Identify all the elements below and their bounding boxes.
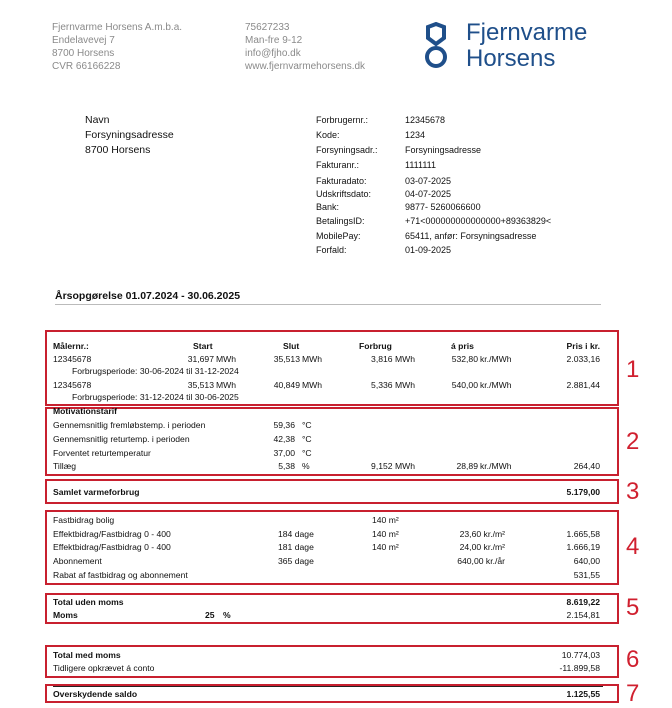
meta-label: Bank: [316, 202, 340, 212]
meter-id: 12345678 [53, 380, 92, 390]
vat-rate: 25 [205, 610, 215, 620]
col-header-start: Start [193, 341, 213, 351]
meter-usage: 5,336 MWh [371, 380, 415, 390]
meter-price-unit: kr./MWh [480, 380, 512, 390]
statement-title: Årsopgørelse 01.07.2024 - 30.06.2025 [55, 290, 241, 302]
meter-id: 12345678 [53, 354, 92, 364]
subtotal-label: Total uden moms [53, 597, 124, 607]
contact-email[interactable]: info@fjho.dk [245, 48, 301, 59]
recipient-city: 8700 Horsens [85, 144, 151, 156]
meta-label: Fakturanr.: [316, 160, 360, 170]
fixed-total: 1.666,19 [566, 542, 600, 552]
meta-label: Forbrugernr.: [316, 115, 369, 125]
fixed-qty: 184 dage [278, 529, 314, 539]
col-header-usage: Forbrug [359, 341, 392, 351]
motivation-unit: °C [302, 448, 312, 458]
prepaid-label: Tidligere opkrævet á conto [53, 663, 155, 673]
prepaid-value: -11.899,58 [559, 663, 600, 673]
motivation-label: Gennemsnitlig fremløbstemp. i perioden [53, 420, 206, 430]
motivation-value: 42,38 [273, 434, 295, 444]
meta-value: 1234 [405, 130, 426, 140]
motivation-unit: °C [302, 434, 312, 444]
fixed-area: 140 m² [372, 529, 399, 539]
logo-text-1: Fjernvarme [466, 19, 588, 46]
motivation-label: Forventet returtemperatur [53, 448, 151, 458]
title-divider [55, 304, 601, 305]
meter-period: Forbrugsperiode: 30-06-2024 til 31-12-2024 [72, 366, 239, 376]
meter-start-unit: MWh [216, 354, 237, 364]
tillaeg-label: Tillæg [53, 461, 77, 471]
motivation-unit: °C [302, 420, 312, 430]
meta-value: +71<000000000000000+89363829< [405, 216, 552, 226]
company-cvr: CVR 66166228 [52, 61, 121, 72]
meter-period: Forbrugsperiode: 31-12-2024 til 30-06-2025 [72, 392, 239, 402]
fixed-total: 1.665,58 [566, 529, 600, 539]
meter-start: 31,697 [187, 354, 214, 364]
company-street: Endelavevej 7 [52, 35, 115, 46]
meta-label: Forsyningsadr.: [316, 145, 378, 155]
meta-value: 04-07-2025 [405, 189, 452, 199]
fixed-label: Fastbidrag bolig [53, 515, 115, 525]
meta-label: Fakturadato: [316, 176, 367, 186]
tillaeg-price-unit: kr./MWh [480, 461, 512, 471]
fixed-price: 640,00 kr./år [457, 556, 505, 566]
section-number: 2 [626, 428, 640, 455]
total-value: 10.774,03 [561, 650, 600, 660]
vat-value: 2.154,81 [566, 610, 600, 620]
balance-value: 1.125,55 [566, 689, 600, 699]
section-number: 6 [626, 646, 640, 673]
meta-label: Kode: [316, 130, 340, 140]
section-number: 3 [626, 478, 640, 505]
meter-price: 540,00 [451, 380, 478, 390]
contact-website[interactable]: www.fjernvarmehorsens.dk [245, 61, 366, 72]
contact-phone: 75627233 [245, 22, 290, 33]
contact-hours: Man-fre 9-12 [245, 35, 303, 46]
motivation-value: 59,36 [273, 420, 295, 430]
fixed-qty: 365 dage [278, 556, 314, 566]
col-header-end: Slut [283, 341, 300, 351]
meter-usage: 3,816 MWh [371, 354, 415, 364]
meter-end-unit: MWh [302, 354, 323, 364]
col-header-price: á pris [451, 341, 474, 351]
meta-label: Udskriftsdato: [316, 189, 372, 199]
meta-value: Forsyningsadresse [405, 145, 482, 155]
meta-label: BetalingsID: [316, 216, 365, 226]
meter-start-unit: MWh [216, 380, 237, 390]
section-number: 4 [626, 533, 640, 560]
balance-rule [53, 686, 603, 687]
meter-end: 40,849 [273, 380, 300, 390]
section-number: 1 [626, 356, 640, 383]
tillaeg-total: 264,40 [573, 461, 600, 471]
meter-end-unit: MWh [302, 380, 323, 390]
col-header-total: Pris i kr. [566, 341, 600, 351]
meta-value: 9877- 5260066600 [405, 202, 481, 212]
meta-value: 1111111 [405, 160, 437, 170]
fixed-area: 140 m² [372, 542, 399, 552]
meter-price-unit: kr./MWh [480, 354, 512, 364]
balance-label: Overskydende saldo [53, 689, 138, 699]
meter-total: 2.881,44 [566, 380, 600, 390]
fixed-total: 531,55 [573, 570, 600, 580]
motivation-value: 37,00 [273, 448, 295, 458]
meta-value: 12345678 [405, 115, 446, 125]
logo-icon [423, 22, 449, 72]
recipient-name: Navn [85, 114, 110, 126]
total-label: Total med moms [53, 650, 121, 660]
fixed-label: Rabat af fastbidrag og abonnement [53, 570, 188, 580]
section-number: 7 [626, 680, 640, 707]
fixed-label: Effektbidrag/Fastbidrag 0 - 400 [53, 529, 171, 539]
fixed-price: 24,00 kr./m² [459, 542, 505, 552]
fixed-total: 640,00 [573, 556, 600, 566]
meta-value: 65411, anfør: Forsyningsadresse [405, 231, 537, 241]
recipient-street: Forsyningsadresse [85, 129, 174, 141]
fixed-price: 23,60 kr./m² [459, 529, 505, 539]
total-heat-value: 5.179,00 [566, 487, 600, 497]
meter-end: 35,513 [273, 354, 300, 364]
motivation-title: Motivationstarif [53, 406, 117, 416]
tillaeg-unit: % [302, 461, 310, 471]
company-name: Fjernvarme Horsens A.m.b.a. [52, 22, 183, 33]
meter-total: 2.033,16 [566, 354, 600, 364]
vat-label: Moms [53, 610, 78, 620]
logo-text-2: Horsens [466, 45, 556, 72]
company-city: 8700 Horsens [52, 48, 115, 59]
meta-label: Forfald: [316, 245, 347, 255]
col-header-meter: Målernr.: [53, 341, 89, 351]
tillaeg-usage: 9,152 MWh [371, 461, 415, 471]
fixed-label: Effektbidrag/Fastbidrag 0 - 400 [53, 542, 171, 552]
section-number: 5 [626, 594, 640, 621]
meter-price: 532,80 [451, 354, 478, 364]
vat-unit: % [223, 610, 231, 620]
meta-value: 03-07-2025 [405, 176, 452, 186]
motivation-label: Gennemsnitlig returtemp. i perioden [53, 434, 190, 444]
subtotal-value: 8.619,22 [566, 597, 600, 607]
meta-value: 01-09-2025 [405, 245, 452, 255]
meta-label: MobilePay: [316, 231, 361, 241]
tillaeg-value: 5,38 [278, 461, 295, 471]
fixed-label: Abonnement [53, 556, 102, 566]
fixed-qty: 181 dage [278, 542, 314, 552]
meter-start: 35,513 [187, 380, 214, 390]
total-heat-label: Samlet varmeforbrug [53, 487, 140, 497]
fixed-area: 140 m² [372, 515, 399, 525]
tillaeg-price: 28,89 [456, 461, 478, 471]
